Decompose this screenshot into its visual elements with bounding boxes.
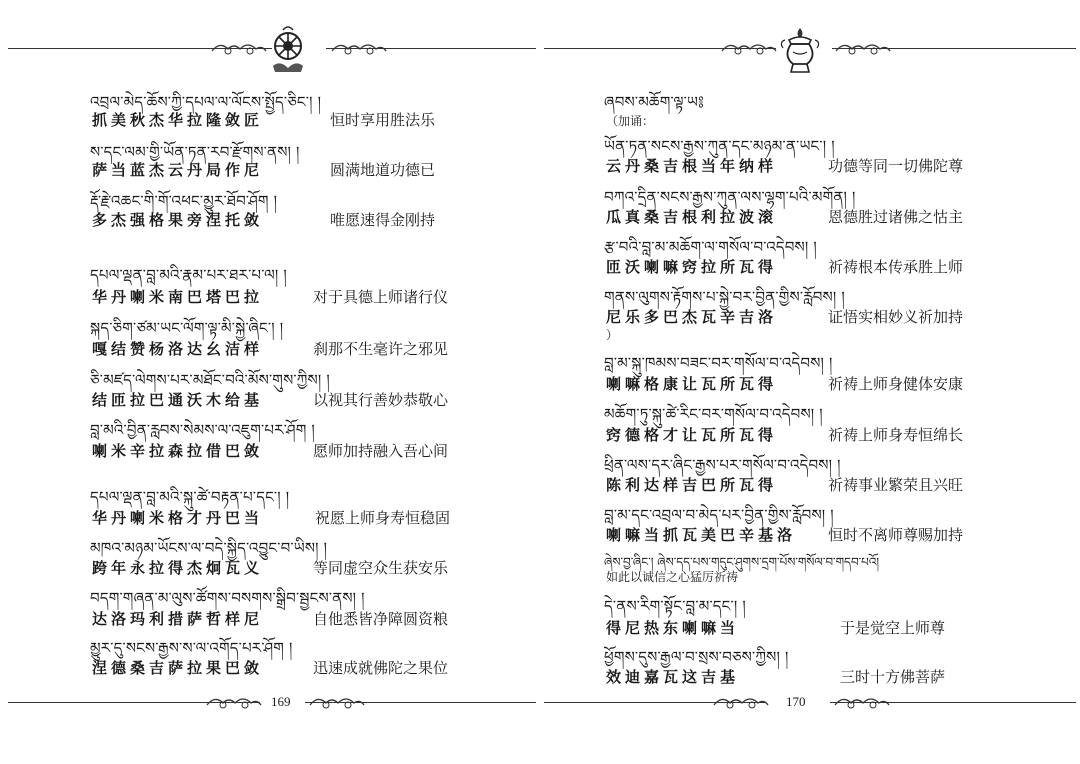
- tibetan-line: བཀའ་དྲིན་སངས་རྒྱས་ཀུན་ལས་ལྷག་པའི་མགོན། །: [604, 188, 856, 206]
- transliteration: 多杰强格果旁涅托敛: [92, 211, 264, 229]
- tibetan-line: མྱུར་དུ་སངས་རྒྱས་ས་ལ་འགོད་པར་ཤོག །: [90, 639, 293, 657]
- transliteration: 抓美秋杰华拉隆敛匠: [92, 111, 264, 129]
- cloud-ornament-icon: [330, 39, 388, 57]
- transliteration: 跨年永拉得杰炯瓦义: [92, 559, 264, 577]
- cloud-ornament-icon: [308, 693, 366, 711]
- dharma-wheel-icon: [265, 26, 311, 78]
- tibetan-line: དེ་ནས་རིག་སྟོང་བླ་མ་དང་། །: [604, 597, 746, 615]
- tibetan-line: དཔལ་ལྡན་བླ་མའི་རྣམ་པར་ཐར་པ་ལ། །: [90, 266, 287, 284]
- cloud-ornament-icon: [720, 39, 778, 57]
- chinese-translation: 唯愿速得金刚持: [330, 211, 436, 229]
- transliteration: 尼乐多巴杰瓦辛吉洛: [606, 308, 778, 326]
- transliteration: 云丹桑吉根当年纳样: [606, 157, 778, 175]
- chinese-translation: 证悟实相妙义祈加持: [828, 308, 964, 326]
- cloud-ornament-icon: [210, 39, 268, 57]
- transliteration: 陈利达样吉巴所瓦得: [606, 476, 778, 494]
- tibetan-line: མཆོག་ཏུ་སྐུ་ཚེ་རིང་བར་གསོལ་བ་འདེབས། །: [604, 405, 823, 423]
- tibetan-line: འབྲལ་མེད་ཆོས་ཀྱི་དཔལ་ལ་ལོངས་སྤྱོད་ཅིང་། །: [90, 93, 322, 111]
- tibetan-line: ཕྱོགས་དུས་རྒྱལ་བ་སྲས་བཅས་ཀྱིས། །: [604, 648, 789, 666]
- section-heading: ཞབས་མཆོག་ལྟ་ཡ༔: [604, 93, 704, 111]
- chinese-translation: 祈祷上师身健体安康: [828, 375, 964, 393]
- transliteration: 涅德桑吉萨拉果巴敛: [92, 659, 264, 677]
- tibetan-line: ས་དང་ལམ་གྱི་ཡོན་ཏན་རབ་རྫོགས་ནས། །: [90, 143, 300, 161]
- chinese-translation: 对于具德上师诸行仪: [313, 288, 449, 306]
- chinese-translation: 恒时享用胜法乐: [330, 111, 436, 129]
- tibetan-line: ཡོན་ཏན་སངས་རྒྱས་ཀུན་དང་མཉམ་ན་ཡང་། །: [604, 137, 835, 155]
- chinese-translation: 自他悉皆净障圆资粮: [313, 610, 449, 628]
- chinese-translation: 以视其行善妙恭敬心: [313, 391, 449, 409]
- tibetan-line: བླ་མ་དང་འབྲལ་བ་མེད་པར་བྱིན་གྱིས་རློབས། །: [604, 506, 834, 524]
- chinese-translation: 恒时不离师尊赐加持: [828, 526, 964, 544]
- tibetan-line: ཅི་མཛད་ལེགས་པར་མཐོང་བའི་མོས་གུས་ཀྱིས། །: [90, 371, 330, 389]
- transliteration: 喇米辛拉森拉借巴敛: [92, 442, 264, 460]
- note-close: ）: [606, 328, 619, 342]
- cloud-ornament-icon: [205, 693, 263, 711]
- transliteration: 效迪嘉瓦这吉基: [606, 668, 740, 686]
- chinese-translation: 功德等同一切佛陀尊: [828, 157, 964, 175]
- transliteration: 瓜真桑吉根利拉波滚: [606, 208, 778, 226]
- transliteration: 喇嘛格康让瓦所瓦得: [606, 375, 778, 393]
- transliteration: 得尼热东喇嘛当: [606, 619, 740, 637]
- chinese-translation: 祈祷根本传承胜上师: [828, 258, 964, 276]
- tibetan-line: བདག་གཞན་མ་ལུས་ཚོགས་བསགས་སྒྲིབ་སྦྱངས་ནས། །: [90, 589, 365, 607]
- chinese-translation: 迅速成就佛陀之果位: [313, 659, 449, 677]
- transliteration: 华丹喇米格才丹巴当: [92, 509, 264, 527]
- chinese-translation: 祈祷上师身寿恒绵长: [828, 426, 964, 444]
- transliteration: 华丹喇米南巴塔巴拉: [92, 288, 264, 306]
- tibetan-line: བླ་མའི་བྱིན་རླབས་སེམས་ལ་འཇུག་པར་ཤོག །: [90, 421, 315, 439]
- tibetan-colophon: ཞེས་བྱ་ཞིང་། ཞེས་དད་པས་གདུང་ཤུགས་དྲག་པོས་གསོལ་བ་གདབ་པའོ།: [604, 555, 880, 569]
- transliteration: 喇嘛当抓瓦美巴辛基洛: [606, 526, 797, 544]
- transliteration: 嘎结赞杨洛达幺洁样: [92, 340, 264, 358]
- chinese-translation: 恩德胜过诸佛之怙主: [828, 208, 964, 226]
- chinese-translation: 祈祷事业繁荣且兴旺: [828, 476, 964, 494]
- chinese-colophon: 如此以诚信之心猛厉祈祷: [606, 570, 739, 584]
- cloud-ornament-icon: [833, 693, 891, 711]
- treasure-vase-icon: [777, 26, 823, 78]
- tibetan-line: ཕྲིན་ལས་དར་ཞིང་རྒྱས་པར་གསོལ་བ་འདེབས། །: [604, 456, 841, 474]
- tibetan-line: དཔལ་ལྡན་བླ་མའི་སྐུ་ཚེ་བརྟན་པ་དང་། །: [90, 488, 290, 506]
- chinese-translation: 刹那不生毫许之邪见: [313, 340, 449, 358]
- tibetan-line: བླ་མ་སྐུ་ཁམས་བཟང་བར་གསོལ་བ་འདེབས། །: [604, 354, 833, 372]
- cloud-ornament-icon: [712, 693, 770, 711]
- cloud-ornament-icon: [834, 39, 892, 57]
- transliteration: 窍德格才让瓦所瓦得: [606, 426, 778, 444]
- tibetan-line: མཁའ་མཉམ་ཡོངས་ལ་བདེ་སྐྱིད་འབྱུང་བ་ཡིས། །: [90, 539, 328, 557]
- transliteration: 匝沃喇嘛窍拉所瓦得: [606, 258, 778, 276]
- chinese-translation: 圆满地道功德已: [330, 161, 436, 179]
- chinese-translation: 等同虚空众生获安乐: [313, 559, 449, 577]
- tibetan-line: རྡོ་རྗེ་འཆང་གི་གོ་འཕང་མྱུར་ཐོབ་ཤོག །: [90, 192, 278, 210]
- tibetan-line: སྐད་ཅིག་ཙམ་ཡང་ལོག་ལྟ་མི་སྐྱེ་ཞིང་། །: [90, 319, 284, 337]
- transliteration: 达洛玛利措萨哲样尼: [92, 610, 264, 628]
- transliteration: 萨当蓝杰云丹局作尼: [92, 161, 264, 179]
- tibetan-line: རྩ་བའི་བླ་མ་མཆོག་ལ་གསོལ་བ་འདེབས། །: [604, 238, 817, 256]
- chinese-translation: 祝愿上师身寿恒稳固: [315, 509, 451, 527]
- tibetan-line: གནས་ལུགས་རྟོགས་པ་སྐྱེ་བར་བྱིན་གྱིས་རློབས། །: [604, 288, 845, 306]
- page-number: 170: [786, 694, 806, 709]
- chinese-translation: 愿师加持融入吾心间: [313, 442, 449, 460]
- transliteration: 结匝拉巴通沃木给基: [92, 391, 264, 409]
- right-page: [540, 0, 1080, 764]
- note-open: （加诵：: [606, 114, 655, 128]
- chinese-translation: 三时十方佛菩萨: [840, 668, 946, 686]
- chinese-translation: 于是觉空上师尊: [840, 619, 946, 637]
- page-number: 169: [271, 694, 291, 709]
